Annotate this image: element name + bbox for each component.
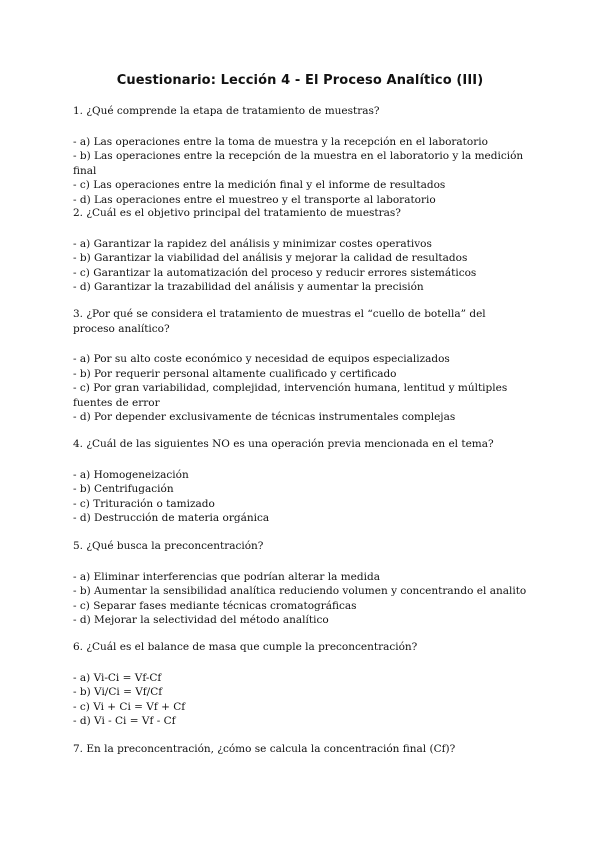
option-c: - c) Separar fases mediante técnicas cromatográficas <box>73 599 357 612</box>
option-a: - a) Por su alto coste económico y necesidad de equipos especializados <box>73 353 450 365</box>
options-list <box>73 237 528 295</box>
option-c: - c) Las operaciones entre la medición final y el informe de resultados <box>73 179 446 191</box>
question-2 <box>73 206 528 295</box>
question-text: 6. ¿Cuál es el balance de masa que cumple la preconcentración? <box>73 641 418 653</box>
question-4 <box>73 437 528 526</box>
option-c: - c) Vi + Ci = Vf + Cf <box>73 700 186 713</box>
page-title: Cuestionario: Lección 4 - El Proceso Analítico (III) <box>116 73 484 88</box>
option-d: - d) Las operaciones entre el muestreo y el transporte al laboratorio <box>73 193 436 206</box>
question-text: 2. ¿Cuál es el objetivo principal del tratamiento de muestras? <box>73 207 401 219</box>
question-5 <box>73 539 528 628</box>
question-text: 1. ¿Qué comprende la etapa de tratamiento de muestras? <box>73 105 380 117</box>
option-b: - b) Vi/Ci = Vf/Cf <box>73 686 163 698</box>
question-6 <box>73 640 528 729</box>
option-b: - b) Centrifugación <box>73 483 174 495</box>
question-text: 4. ¿Cuál de las siguientes NO es una operación previa mencionada en el tema? <box>73 438 494 450</box>
option-b: - b) Por requerir personal altamente cualificado y certificado <box>73 367 397 380</box>
options-list <box>73 570 528 628</box>
question-text: 3. ¿Por qué se considera el tratamiento de muestras el “cuello de botella” del proceso analítico? <box>73 308 486 335</box>
option-d: - d) Destrucción de materia orgánica <box>73 512 270 524</box>
option-d: - d) Mejorar la selectividad del método analítico <box>73 614 329 626</box>
option-c: - c) Trituración o tamizado <box>73 497 215 510</box>
option-c: - c) Por gran variabilidad, complejidad, intervención humana, lentitud y múltiples fuentes de error <box>73 382 508 409</box>
option-d: - d) Garantizar la trazabilidad del análisis y aumentar la precisión <box>73 281 424 293</box>
option-a: - a) Las operaciones entre la toma de muestra y la recepción en el laboratorio <box>73 135 488 148</box>
options-list <box>73 352 528 425</box>
question-text: 7. En la preconcentración, ¿cómo se calcula la concentración final (Cf)? <box>73 743 456 755</box>
option-a: - a) Eliminar interferencias que podrían alterar la medida <box>73 570 380 583</box>
option-a: - a) Vi-Ci = Vf-Cf <box>73 671 162 684</box>
option-a: - a) Garantizar la rapidez del análisis y minimizar costes operativos <box>73 237 432 250</box>
option-c: - c) Garantizar la automatización del proceso y reducir errores sistemáticos <box>73 266 477 279</box>
question-text: 5. ¿Qué busca la preconcentración? <box>73 540 264 552</box>
option-b: - b) Garantizar la viabilidad del análisis y mejorar la calidad de resultados <box>73 252 468 264</box>
question-1 <box>73 104 528 207</box>
options-list <box>73 135 528 208</box>
option-b: - b) Las operaciones entre la recepción de la muestra en el laboratorio y la medición final <box>73 150 524 177</box>
question-3 <box>73 307 528 425</box>
option-a: - a) Homogeneización <box>73 468 189 481</box>
option-d: - d) Por depender exclusivamente de técnicas instrumentales complejas <box>73 411 456 423</box>
options-list <box>73 671 528 729</box>
option-b: - b) Aumentar la sensibilidad analítica reduciendo volumen y concentrando el analito <box>73 585 527 597</box>
option-d: - d) Vi - Ci = Vf - Cf <box>73 715 176 727</box>
question-7 <box>73 742 528 757</box>
options-list <box>73 468 528 526</box>
